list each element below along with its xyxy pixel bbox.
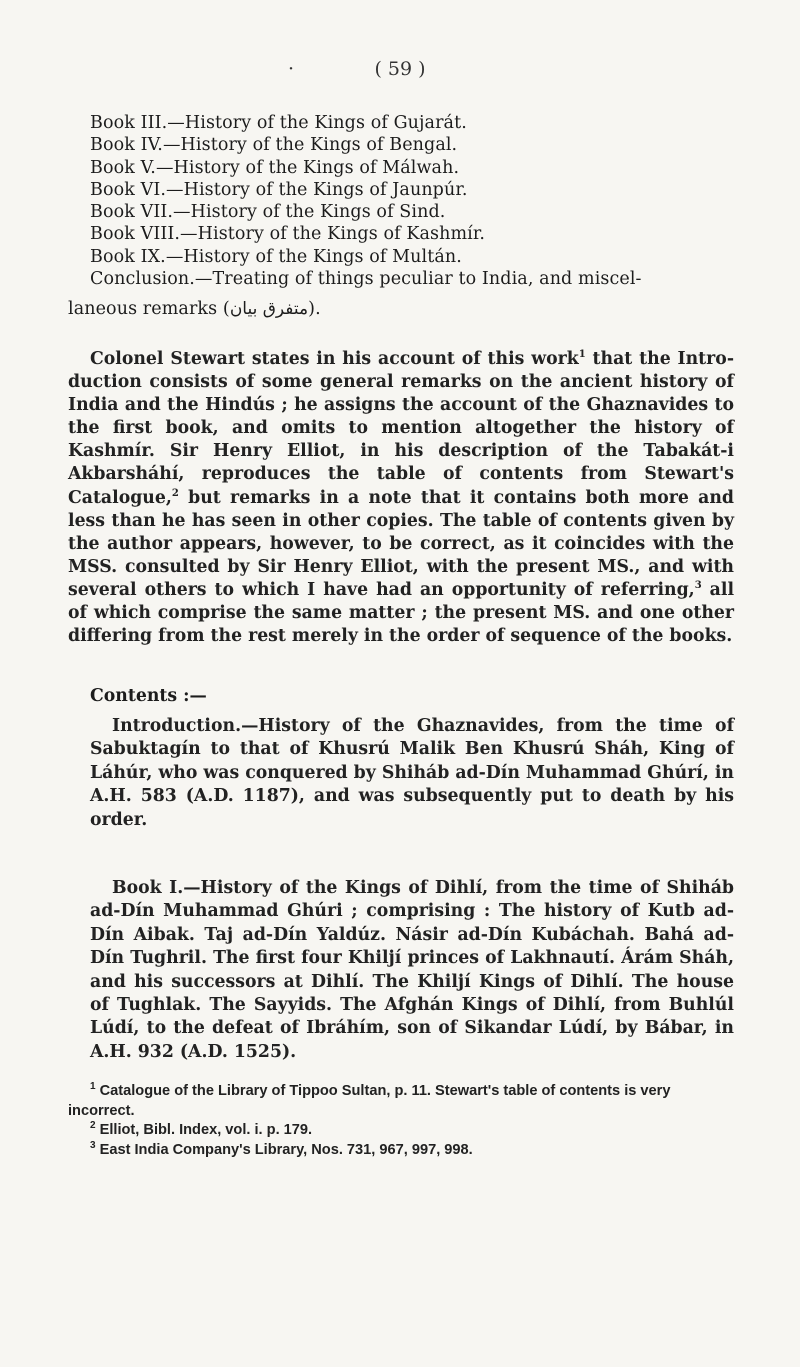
toc-line: Book IX.—History of the Kings of Multán. xyxy=(90,246,462,267)
footnote-mark: 1 xyxy=(90,1081,96,1093)
arabic-phrase: متفرق بیان xyxy=(229,299,309,320)
paragraph-text: Colonel Stewart states in his account of this work xyxy=(90,349,579,369)
toc-line: Book V.—History of the Kings of Málwah. xyxy=(90,157,460,178)
toc-continuation-text: laneous remarks ( xyxy=(68,299,230,320)
toc-line: Book VIII.—History of the Kings of Kashmír. xyxy=(90,224,486,245)
contents-entry-book-i xyxy=(90,877,734,1064)
toc-line: Book IV.—History of the Kings of Bengal. xyxy=(90,135,458,156)
footnote xyxy=(68,1121,734,1141)
footnote-text: Catalogue of the Library of Tippoo Sultan, p. 11. Stewart's table of contents is very incorrect. xyxy=(68,1083,671,1119)
footnote-ref: 3 xyxy=(694,580,702,592)
footnote-ref: 2 xyxy=(171,487,179,499)
footnote xyxy=(68,1082,734,1121)
paragraph-text: all of which comprise the same matter ; the present MS. and one other differing from the rest merely in the order of sequence of the books. xyxy=(68,579,735,647)
toc-line: Book VII.—History of the Kings of Sind. xyxy=(90,202,446,223)
footnote-mark: 2 xyxy=(90,1120,96,1132)
footnote-text: Elliot, Bibl. Index, vol. i. p. 179. xyxy=(99,1122,313,1139)
stewart-paragraph xyxy=(68,348,734,648)
page-number-mark: · xyxy=(288,58,295,80)
entry-text: Introduction.—History of the Ghaznavides, from the time of Sabuktagín to that of Khusrú Malik Ben Khusrú Sháh, King of Láhúr, who was conquered by Shiháb ad-Dín Muhammad Ghúrí, in A.H. 583 (A.D. 1187), and was subsequently put to death by his order. xyxy=(90,716,734,830)
footnotes xyxy=(68,1082,734,1160)
contents-heading: Contents :— xyxy=(90,686,207,706)
paragraph-text: that the Introduction consists of some general remarks on the ancient history of India and the Hindús ; he assigns the account of the Ghaznavides to the first book, and omits to mention altogether the history of Kashmír. Sir Henry Elliot, in his description of the Tabakát-i Akbarsháhí, reproduces the table of contents from Stewart's Catalogue, xyxy=(68,349,734,508)
paragraph-text: but remarks in a note that it contains both more and less than he has seen in other copies. The table of contents given by the author appears, however, to be correct, as it coincides with the MSS. consulted by Sir Henry Elliot, with the present MS., and with several others to which I have had an opportunity of referring, xyxy=(68,487,734,600)
footnote-text: East India Company's Library, Nos. 731, 967, 997, 998. xyxy=(99,1141,473,1158)
page-number-text: ( 59 ) xyxy=(374,58,426,80)
toc-line: Book III.—History of the Kings of Gujarát. xyxy=(90,113,467,133)
footnote-mark: 3 xyxy=(90,1139,96,1151)
toc-continuation-end: ). xyxy=(308,299,321,320)
toc-line: Book VI.—History of the Kings of Jaunpúr. xyxy=(90,179,468,200)
footnote xyxy=(68,1141,734,1161)
toc-line: Conclusion.—Treating of things peculiar to India, and miscel- xyxy=(90,269,642,290)
entry-text: Book I.—History of the Kings of Dihlí, from the time of Shiháb ad-Dín Muhammad Ghúri ; comprising : The history of Kutb ad-Dín Aibak. Taj ad-Dín Yaldúz. Násir ad-Dín Kubáchah. Bahá ad-Dín Tughril. The first four Khiljí princes of Lakhnautí. Árám Sháh, and his successors at Dihlí. The Khiljí Kings of Dihlí. The house of Tughlak. The Sayyids. The Afghán Kings of Dihlí, from Buhlúl Lúdí, to the defeat of Ibráhím, son of Sikandar Lúdí, by Bábar, in A.H. 932 (A.D. 1525). xyxy=(90,878,734,1062)
page-number xyxy=(0,58,800,80)
toc-continuation xyxy=(68,298,730,320)
footnote-ref: 1 xyxy=(578,349,586,361)
table-of-contents-list xyxy=(68,112,730,321)
contents-entry-introduction xyxy=(90,715,734,832)
